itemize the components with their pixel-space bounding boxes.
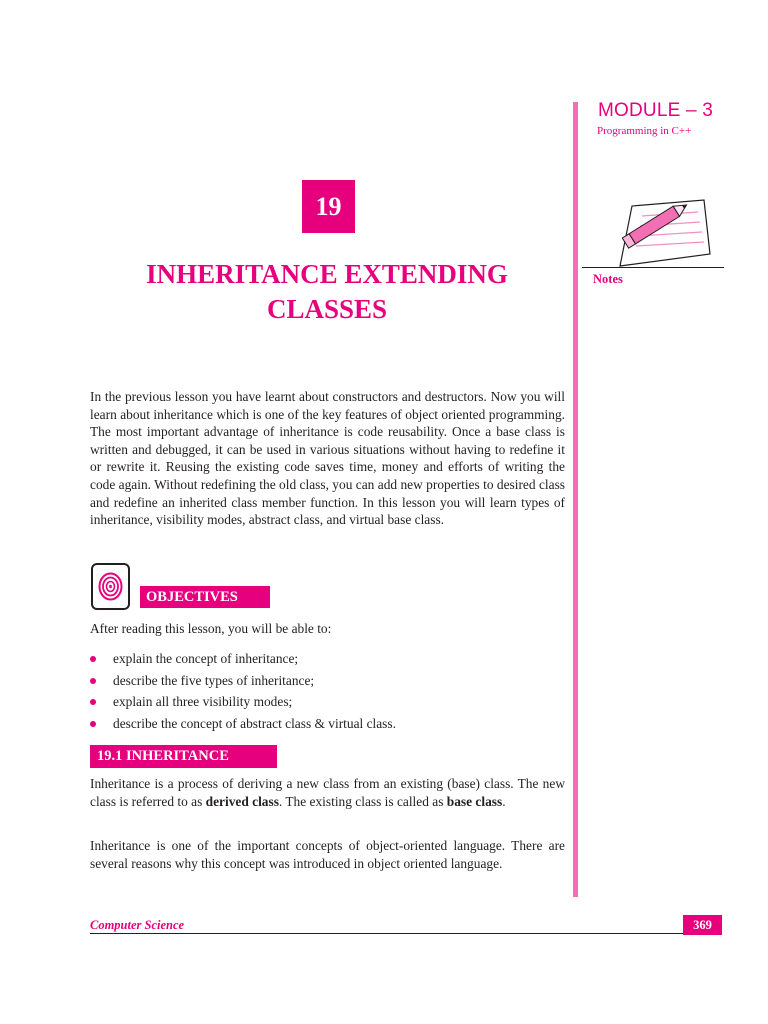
notes-label: Notes	[593, 272, 623, 286]
chapter-title	[90, 257, 564, 327]
section-heading: 19.1 INHERITANCE	[90, 745, 277, 768]
term-derived-class: derived class	[205, 793, 279, 809]
margin-rule	[573, 102, 578, 897]
chapter-title-line-1: INHERITANCE EXTENDING	[146, 259, 508, 289]
page-number: 369	[683, 915, 722, 935]
bullet-icon	[90, 656, 96, 662]
intro-paragraph: In the previous lesson you have learnt about constructors and destructors. Now you will learn about inheritance which is one of the key features of object oriented programming. The most important advantage of inheritance is code reusability. Once a base class is written and debugged, it can be used in various situations without having to redefine it or rewrite it. Reusing the existing code saves time, money and efforts of writing the code again. Without redefining the old class, you can add new properties to desired class and redefine an inherited class member function. In this lesson you will learn types of inheritance, visibility modes, abstract class, and virtual base class.	[90, 389, 565, 528]
module-subtitle: Programming in C++	[597, 125, 692, 137]
bullet-icon	[90, 699, 96, 705]
notes-pencil-icon	[610, 196, 720, 268]
objectives-list	[90, 648, 565, 734]
list-item: describe the five types of inheritance;	[90, 670, 565, 692]
section-paragraph-2: Inheritance is one of the important concepts of object-oriented language. There are several reasons why this concept was introduced in object oriented language.	[90, 838, 565, 871]
list-item: explain all three visibility modes;	[90, 691, 565, 713]
module-title: MODULE – 3	[598, 100, 713, 121]
bullet-icon	[90, 678, 96, 684]
term-base-class: base class	[446, 793, 503, 809]
list-item: describe the concept of abstract class & virtual class.	[90, 713, 565, 735]
footer-title: Computer Science	[90, 918, 185, 932]
chapter-title-line-2: CLASSES	[266, 294, 388, 324]
objectives-heading: OBJECTIVES	[140, 586, 270, 608]
list-item: explain the concept of inheritance;	[90, 648, 565, 670]
chapter-number-badge: 19	[302, 180, 355, 233]
notes-divider	[582, 267, 724, 268]
section-paragraph-1: Inheritance is a process of deriving a new class from an existing (base) class. The new class is referred to as derived class. The existing class is called as base class.	[90, 776, 565, 809]
target-icon	[91, 563, 130, 610]
objectives-intro: After reading this lesson, you will be able to:	[90, 621, 332, 636]
bullet-icon	[90, 721, 96, 727]
footer-rule	[90, 933, 722, 934]
